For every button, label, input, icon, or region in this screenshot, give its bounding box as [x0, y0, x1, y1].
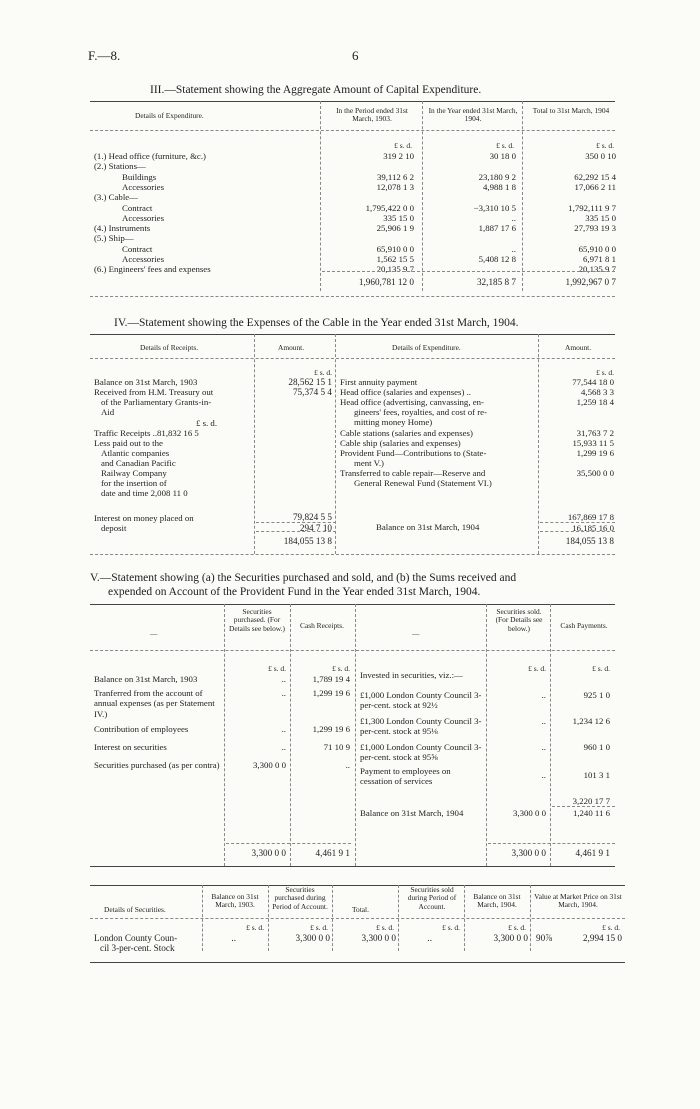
s4-expenditure-line: First annuity payment [340, 377, 418, 387]
s3-units-c: £ s. d. [596, 141, 614, 150]
s3-row-total: 17,066 2 11 [574, 181, 616, 192]
s3-row-total: 20,135 9 7 [578, 264, 616, 275]
s6-units-4: £ s. d. [442, 923, 460, 932]
s5-right-sec: .. [541, 716, 546, 726]
s6-bal1904: 3,300 0 0 [493, 933, 528, 943]
s6-row-label-1: London County Coun- [94, 933, 178, 943]
s5-left-cash: 1,299 19 6 [312, 688, 350, 698]
s5-total-right-cash: 4,461 9 1 [575, 848, 610, 858]
s3-row-label: (2.) Stations— [94, 161, 146, 172]
s3-row-year: .. [511, 243, 516, 254]
s4-receipt-line: deposit [101, 523, 127, 533]
s5-left-sec: .. [281, 742, 286, 752]
s3-header-total: Total to 31st March, 1904 [532, 106, 610, 115]
s4-units-right: £ s. d. [596, 368, 614, 377]
s5-right-label: £1,000 London County Council 3-per-cent. stock at 95⅝ [360, 742, 482, 763]
s5-right-cash: 960 1 0 [583, 742, 610, 752]
s3-row-year: 23,180 9 2 [478, 171, 516, 182]
s5-units-1: £ s. d. [268, 664, 286, 673]
s6-header-sold: Securities sold during Period of Account. [407, 885, 457, 911]
s3-row-period: 12,078 1 3 [376, 181, 414, 192]
s6-row-label-2: cil 3-per-cent. Stock [100, 943, 175, 953]
s3-total-a: 1,960,781 12 0 [358, 277, 414, 287]
s4-total-receipts: 184,055 13 8 [283, 536, 332, 546]
s4-expenditure-line: Provident Fund—Contributions to (State- [340, 448, 487, 458]
s4-expenditure-amount: 1,299 19 6 [576, 448, 614, 458]
s5-left-sec: .. [281, 724, 286, 734]
page-number: 6 [352, 48, 359, 63]
s6-header-bal1904: Balance on 31st March, 1904. [473, 892, 521, 910]
s5-units-3: £ s. d. [528, 664, 546, 673]
s3-row-label: Buildings [122, 171, 157, 182]
s4-expenditure-line: Cable stations (salaries and expenses) [340, 428, 473, 438]
s5-right-sec: .. [541, 690, 546, 700]
s3-row-label: Contract [122, 202, 153, 213]
s3-total-b: 32,185 8 7 [476, 277, 516, 287]
s4-receipt-amount-2: 75,374 5 4 [292, 387, 332, 397]
s3-row-label: (3.) Cable— [94, 192, 138, 203]
s5-right-label: Payment to employees on cessation of services [360, 766, 451, 787]
s3-row-label: (6.) Engineers' fees and expenses [94, 264, 211, 275]
s5-header-cash-payments: Cash Payments. [560, 621, 608, 630]
s3-row-year: 4,988 1 8 [483, 181, 516, 192]
s5-left-sec: .. [281, 688, 286, 698]
statement-iv-title: IV.—Statement showing the Expenses of the Cable in the Year ended 31st March, 1904. [114, 317, 519, 329]
s5-left-label: Balance on 31st March, 1903 [94, 674, 198, 684]
s4-expenditure-line: Balance on 31st March, 1904 [376, 522, 480, 532]
s5-left-cash: .. [345, 760, 350, 770]
s5-right-sec: 3,300 0 0 [513, 808, 546, 818]
s4-header-amount-2: Amount. [565, 343, 592, 352]
s4-expenditure-line: General Renewal Fund (Statement VI.) [354, 478, 492, 488]
s3-row-label: (5.) Ship— [94, 233, 134, 244]
s4-receipt-line: Interest on money placed on [94, 513, 194, 523]
s4-expenditure-amount: 31,763 7 2 [576, 428, 614, 438]
s5-units-2: £ s. d. [332, 664, 350, 673]
s5-total-right-sec: 3,300 0 0 [511, 848, 546, 858]
s3-header-details: Details of Expenditure. [135, 111, 204, 120]
s4-total-expenditure: 184,055 13 8 [565, 536, 614, 546]
s5-units-4: £ s. d. [592, 664, 610, 673]
s4-receipt-line: Aid [101, 407, 115, 417]
s4-expenditure-line: Head office (salaries and expenses) .. [340, 387, 471, 397]
s4-header-amount-1: Amount. [278, 343, 305, 352]
s5-right-cash: 3,220 17 7 [572, 796, 610, 806]
s3-row-year: 1,887 17 6 [478, 223, 516, 234]
s4-expenditure-amount: 167,869 17 8 [567, 512, 614, 522]
s6-units-2: £ s. d. [310, 923, 328, 932]
s4-header-receipts: Details of Receipts. [140, 343, 199, 352]
s5-dash-left: — [150, 629, 158, 638]
s3-row-label: Contract [122, 243, 153, 254]
s4-receipt-line: and Canadian Pacific [101, 458, 176, 468]
s4-expenditure-line: Cable ship (salaries and expenses) [340, 438, 461, 448]
s3-row-period: 39,112 6 2 [376, 171, 414, 182]
s5-dash-right: — [412, 629, 420, 638]
s5-total-left-sec: 3,300 0 0 [251, 848, 286, 858]
s6-header-total: Total. [352, 905, 369, 914]
s4-expenditure-amount: 4,568 3 3 [581, 387, 614, 397]
s6-header-bal1903: Balance on 31st March, 1903. [211, 892, 259, 910]
s5-left-label: Interest on securities [94, 742, 167, 752]
s6-price: 90⅞ [536, 933, 553, 943]
s6-units-3: £ s. d. [376, 923, 394, 932]
s4-receipt-amount-3: 79,824 5 5 [292, 512, 332, 522]
s5-header-sec-sold: Securities sold. (For Details see below.) [495, 607, 543, 633]
s3-row-label: (1.) Head office (furniture, &c.) [94, 151, 206, 161]
statement-v-title-2: expended on Account of the Provident Fund in the Year ended 31st March, 1904. [108, 586, 481, 598]
s4-expenditure-line: gineers' fees, royalties, and cost of re- [354, 407, 487, 417]
s5-left-sec: 3,300 0 0 [253, 760, 286, 770]
s4-expenditure-line: ment V.) [354, 458, 384, 468]
s5-left-cash: 1,789 19 4 [312, 674, 350, 684]
s5-left-label: Securities purchased (as per contra) [94, 760, 220, 770]
s3-row-year: 5,408 12 8 [478, 254, 516, 264]
s6-value: 2,994 15 0 [582, 933, 622, 943]
s4-receipt-line: £ s. d. [196, 418, 218, 428]
s6-units-6: £ s. d. [602, 923, 620, 932]
s3-row-year: .. [511, 212, 516, 223]
s4-expenditure-amount: 77,544 18 0 [572, 377, 614, 387]
s6-total: 3,300 0 0 [361, 933, 396, 943]
s6-units-1: £ s. d. [246, 923, 264, 932]
s6-header-value: Value at Market Price on 31st March, 1904. [534, 892, 622, 910]
s5-left-cash: 1,299 19 6 [312, 724, 350, 734]
s5-right-cash: 1,234 12 6 [572, 716, 610, 726]
s4-receipt-amount-1: 28,562 15 1 [288, 377, 332, 387]
s5-header-sec-purchased: Securities purchased. (For Details see below.) [229, 607, 285, 633]
s5-left-label: Contribution of employees [94, 724, 189, 734]
s3-row-total: 6,971 8 1 [583, 254, 616, 264]
s5-left-label: Tranferred from the account of annual expenses (as per Statement IV.) [94, 688, 215, 719]
s5-left-sec: .. [281, 674, 286, 684]
s4-expenditure-amount: 35,500 0 0 [576, 468, 614, 478]
s4-receipt-line: Atlantic companies [101, 448, 170, 458]
s4-receipt-line: date and time 2,008 11 0 [101, 488, 188, 498]
s6-bal1903: .. [231, 933, 236, 943]
s4-expenditure-line: Transferred to cable repair—Reserve and [340, 468, 486, 478]
s3-row-year: .. [511, 264, 516, 275]
s6-header-details: Details of Securities. [104, 905, 166, 914]
s3-row-total: 350 0 10 [585, 151, 616, 161]
s3-row-year: −3,310 10 5 [473, 202, 516, 213]
s4-expenditure-line: Head office (advertising, canvassing, en- [340, 397, 484, 407]
s4-header-expenditure: Details of Expenditure. [392, 343, 461, 352]
s4-units-left: £ s. d. [314, 368, 332, 377]
s4-receipt-line: Railway Company [101, 468, 167, 478]
s3-row-period: 335 15 0 [383, 212, 414, 223]
statement-iii-title: III.—Statement showing the Aggregate Amount of Capital Expenditure. [150, 84, 482, 96]
s3-row-label: Accessories [122, 254, 165, 264]
s5-right-label: Balance on 31st March, 1904 [360, 808, 464, 818]
s5-right-cash: 925 1 0 [583, 690, 610, 700]
s3-header-year: In the Year ended 31st March, 1904. [428, 106, 518, 124]
s6-header-purchased: Securities purchased during Period of Account. [272, 885, 328, 911]
s4-receipt-line: of the Parliamentary Grants-in- [101, 397, 212, 407]
s3-units-a: £ s. d. [394, 141, 412, 150]
s3-row-period: 1,562 15 5 [376, 254, 414, 264]
page-reference: F.—8. [88, 48, 121, 63]
statement-v-title-1: V.—Statement showing (a) the Securities purchased and sold, and (b) the Sums received and [90, 572, 517, 584]
s4-receipt-line: Received from H.M. Treasury out [94, 387, 214, 397]
s6-purchased: 3,300 0 0 [295, 933, 330, 943]
s5-right-label: Invested in securities, viz.:— [360, 670, 463, 680]
s4-receipt-line: Balance on 31st March, 1903 [94, 377, 198, 387]
s5-left-cash: 71 10 9 [323, 742, 350, 752]
s3-row-period: 20,135 9 7 [376, 264, 414, 275]
s3-row-total: 335 15 0 [585, 212, 616, 223]
s3-row-total: 1,792,111 9 7 [568, 202, 616, 213]
s3-row-period: 25,906 1 9 [376, 223, 414, 234]
s3-row-label: (4.) Instruments [94, 223, 151, 234]
s4-receipt-line: for the insertion of [101, 478, 167, 488]
s3-row-year: 30 18 0 [489, 151, 516, 161]
s4-expenditure-amount: 15,933 11 5 [572, 438, 614, 448]
s4-receipt-line: Traffic Receipts ..81,832 16 5 [94, 428, 199, 438]
s5-right-sec: .. [541, 742, 546, 752]
s3-row-period: 65,910 0 0 [376, 243, 414, 254]
s5-right-cash: 101 3 1 [583, 770, 610, 780]
s3-row-total: 27,793 19 3 [574, 223, 616, 234]
s4-expenditure-amount: 16,185 16 0 [572, 523, 614, 533]
s3-row-period: 1,795,422 0 0 [365, 202, 414, 213]
s6-units-5: £ s. d. [508, 923, 526, 932]
s3-total-c: 1,992,967 0 7 [565, 277, 616, 287]
s3-row-total: 62,292 15 4 [574, 171, 616, 182]
s3-row-period: 319 2 10 [383, 151, 414, 161]
s4-expenditure-amount: 1,259 18 4 [576, 397, 614, 407]
s3-row-total: 65,910 0 0 [578, 243, 616, 254]
s5-right-label: £1,000 London County Council 3-per-cent. stock at 92½ [360, 690, 482, 711]
s6-sold: .. [427, 933, 432, 943]
s3-units-b: £ s. d. [496, 141, 514, 150]
s3-row-label: Accessories [122, 181, 165, 192]
s5-right-label: £1,300 London County Council 3-per-cent. stock at 95⅛ [360, 716, 482, 737]
s3-row-label: Accessories [122, 212, 165, 223]
s3-header-period: In the Period ended 31st March, 1903. [336, 106, 408, 124]
s4-receipt-amount-4: 294 7 10 [299, 523, 332, 533]
s5-total-left-cash: 4,461 9 1 [315, 848, 350, 858]
s5-header-cash-receipts: Cash Receipts. [300, 621, 344, 630]
s5-right-sec: .. [541, 770, 546, 780]
s4-expenditure-line: mitting money Home) [354, 417, 433, 427]
s5-right-cash: 1,240 11 6 [572, 808, 610, 818]
s4-receipt-line: Less paid out to the [94, 438, 163, 448]
